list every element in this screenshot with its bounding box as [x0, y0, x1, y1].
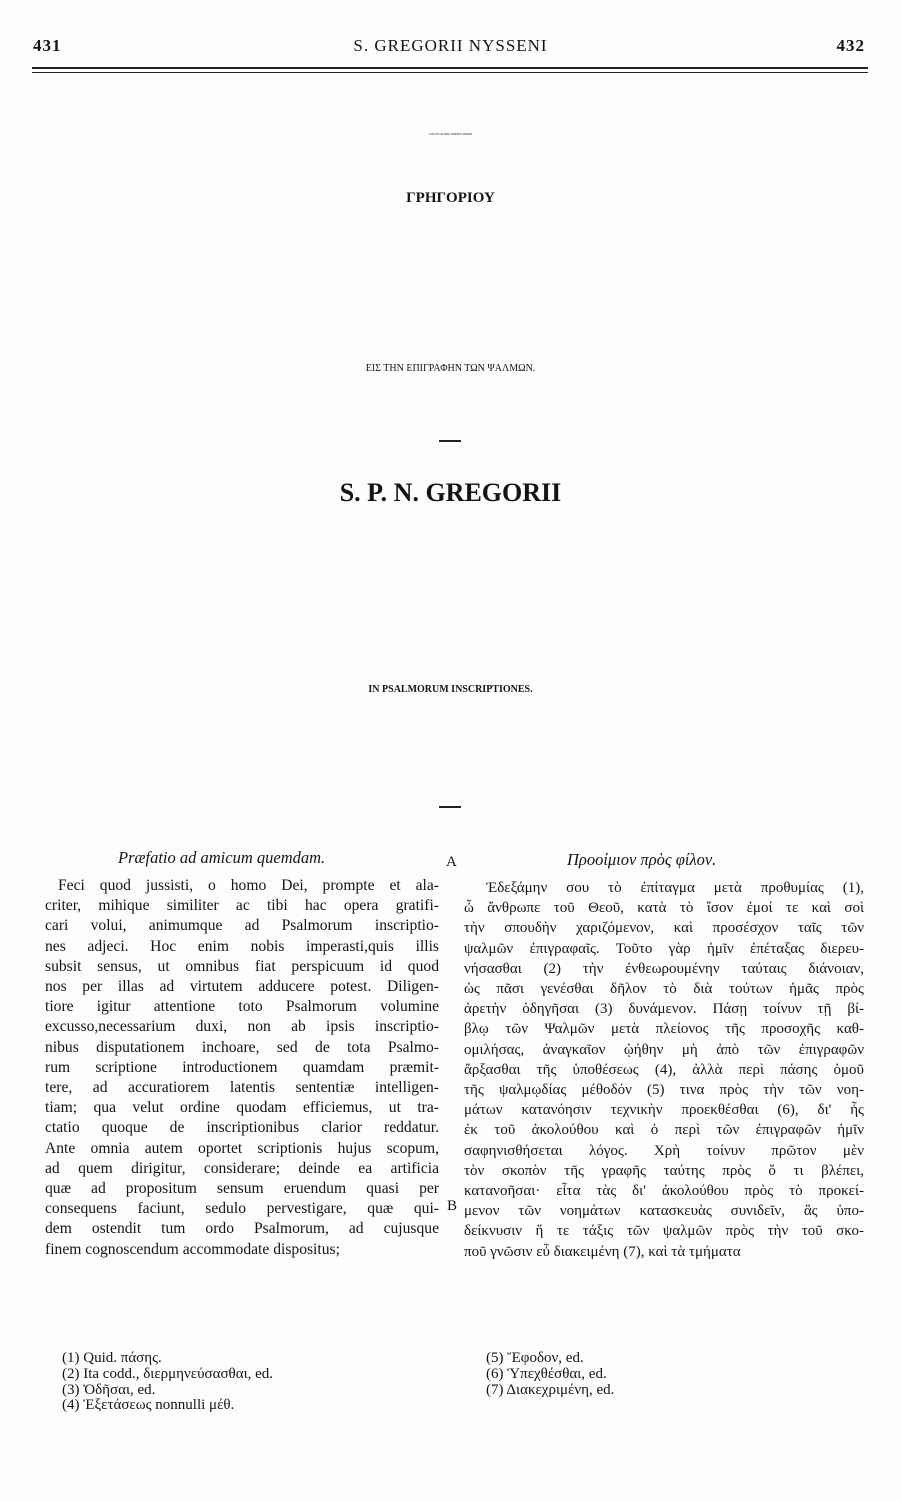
latin-line: subsit sensus, ut omnibus fiat perspicuum id quod: [45, 957, 439, 975]
footnote: (5) Ἔφοδον, ed.: [486, 1350, 584, 1366]
latin-line: nos per illas ad virtutem adducere potest. Diligen-: [45, 978, 439, 996]
greek-line: ομιλήσας, ἀναγκαῖον ᾠήθην μὴ ἀπὸ τῶν ἐπιγραφῶν: [464, 1041, 864, 1058]
running-title: S. GREGORII NYSSENI: [353, 36, 548, 55]
footnotes-right: [486, 1351, 614, 1398]
latin-line: criter, mihique similiter ac tibi hac opera gratifi-: [45, 897, 439, 915]
greek-line: ὦ ἄνθρωπε τοῦ Θεοῦ, κατὰ τὸ ἴσον ἐμοί τε καὶ σοὶ: [464, 900, 864, 917]
latin-line: finem cognoscendum accommodate dispositus;: [45, 1240, 340, 1258]
greek-line: κατανοῆσαι· εἶτα τὰς δι' ἀκολούθου πρὸς τὸ προκεί-: [464, 1183, 864, 1200]
margin-letter-b: B: [447, 1198, 458, 1214]
latin-title-subject: IN PSALMORUM INSCRIPTIONES.: [368, 684, 533, 695]
latin-line: tere, ad accuratiorem latentis sententiæ intelligen-: [45, 1079, 439, 1097]
greek-title-subject: ΕΙΣ ΤΗΝ ΕΠΙΓΡΑΦΗΝ ΤΩΝ ΨΑΛΜΩΝ.: [365, 363, 536, 374]
title-divider-1: [439, 440, 461, 442]
greek-line: τὴν σπουδὴν χαριζόμενον, καὶ προσέσχον ταῖς τῶν: [464, 920, 864, 937]
title-divider-2: [439, 806, 461, 808]
latin-line: tiore igitur attentione toto Psalmorum volumine: [45, 998, 439, 1016]
greek-title-line-1: ΤΟΥ ΕΝ ΑΓΙΟΙΣ ΠΑΤΡΟΣ ΗΜΩΝ: [428, 132, 473, 136]
greek-line: βλῳ τῶν Ψαλμῶν μετὰ πλείονος τῆς προσοχῆς καθ-: [464, 1021, 864, 1038]
footnote: (7) Διακεχριμένη, ed.: [486, 1381, 615, 1398]
greek-line: ποῦ γνῶσιν εὖ διακειμένη (7), καὶ τὰ τμήματα: [464, 1243, 741, 1260]
header-rule-bottom: [32, 72, 868, 73]
latin-line: excusso,necessarium duxi, non ab ipsis inscriptio-: [45, 1018, 439, 1036]
greek-line: ἄρξασθαι τῆς ὑποθέσεως (4), ἀλλὰ περὶ πάσης ὁμοῦ: [464, 1061, 864, 1078]
latin-line: dem ostendit tum ordo Psalmorum, ad cujusque: [45, 1220, 439, 1238]
greek-line: Ἐδεξάμην σου τὸ ἐπίταγμα μετὰ προθυμίας (1),: [486, 880, 864, 896]
greek-line: σαφηνισθήσεται λόγος. Χρὴ τοίνυν πρῶτον μὲν: [464, 1142, 864, 1159]
latin-column: [45, 876, 439, 1260]
footnote: (6) Ὑπεχθέσθαι, ed.: [486, 1365, 607, 1382]
latin-column-heading: Præfatio ad amicum quemdam.: [118, 848, 326, 867]
latin-line: ctatio quoque de inscriptionibus clarior reddatur.: [45, 1119, 439, 1137]
header-rule-top: [32, 67, 868, 69]
margin-letter-a: A: [446, 854, 457, 870]
greek-title-author: ΓΡΗΓΟΡΙΟΥ: [406, 190, 495, 206]
greek-line: τὸν σκοπὸν τῆς γραφῆς ταύτης πρὸς ὅ τι βλέπει,: [464, 1162, 864, 1179]
greek-line: ψαλμῶν ἐπιγραφαῖς. Τοῦτο γὰρ ἡμῖν ἐπέταξας διερευ-: [464, 940, 864, 957]
latin-line: ad quem dirigitur, considerare; deinde ea artificia: [45, 1159, 439, 1177]
greek-line: δείκνυσιν ἥ τε τάξις τῶν ψαλμῶν πρὸς τὴν τοῦ σκο-: [464, 1223, 864, 1240]
latin-line: cari volui, animumque ad Psalmorum inscriptio-: [45, 917, 439, 935]
latin-line: Feci quod jussisti, o homo Dei, prompte et ala-: [58, 877, 439, 894]
greek-line: ἐκ τοῦ ἀκολούθου καὶ ὁ περὶ τῶν ἐπιγραφῶν ἡμῖν: [464, 1122, 864, 1139]
greek-line: νήσασθαι (2) τὴν ἐνθεωρουμένην ταύταις διάνοιαν,: [464, 960, 864, 977]
greek-column-heading: Προοίμιον πρὸς φίλον.: [567, 850, 717, 869]
latin-line: quæ ad propositum sensum eruendum quasi per: [45, 1180, 439, 1198]
latin-line: consequens faciunt, sedulo pervestigare, quæ qui-: [45, 1200, 439, 1218]
latin-line: nes adjeci. Hoc enim nobis imperasti,quis illis: [45, 937, 439, 955]
footnote: (4) Ἐξετάσεως nonnulli μέθ.: [62, 1397, 235, 1414]
footnotes-left: [62, 1351, 273, 1414]
latin-line: nibus disputationem inchoare, sed de tota Psalmo-: [45, 1038, 439, 1056]
greek-line: τῆς ψαλμῳδίας μέθοδόν (5) τινα πρὸς τὴν τῶν νοη-: [464, 1082, 864, 1099]
footnote: (2) Ita codd., διερμηνεύσασθαι, ed.: [62, 1365, 274, 1382]
page-number-right: 432: [836, 36, 865, 55]
greek-line: ἀρετὴν ὁδηγῆσαι (3) δυνάμενον. Πάσῃ τοίνυν τῇ βί-: [464, 1001, 864, 1018]
latin-line: rum scriptione introductionem quamdam præmit-: [45, 1058, 439, 1076]
latin-title-author: S. P. N. GREGORII: [339, 478, 562, 507]
greek-column: [464, 878, 864, 1262]
footnote: (3) Ὀδῆσαι, ed.: [62, 1381, 156, 1398]
footnote: (1) Quid. πάσης.: [62, 1350, 162, 1366]
greek-line: μάτων κατανόησιν τεχνικὴν προεκθέσθαι (6), δι' ἧς: [464, 1102, 864, 1119]
latin-line: tiam; qua velut ordine quodam efficiemus, ut tra-: [45, 1099, 439, 1117]
greek-line: μενον τῶν νοημάτων κατασκευὰς συνιδεῖν, ἃς ὑπο-: [464, 1203, 864, 1220]
page-number-left: 431: [33, 36, 62, 55]
latin-line: Ante omnia autem oportet scriptionis hujus scopum,: [45, 1139, 439, 1157]
greek-line: ὡς πᾶσι γενέσθαι δῆλον τὸ διὰ τούτων ἡμᾶς πρὸς: [464, 981, 864, 998]
